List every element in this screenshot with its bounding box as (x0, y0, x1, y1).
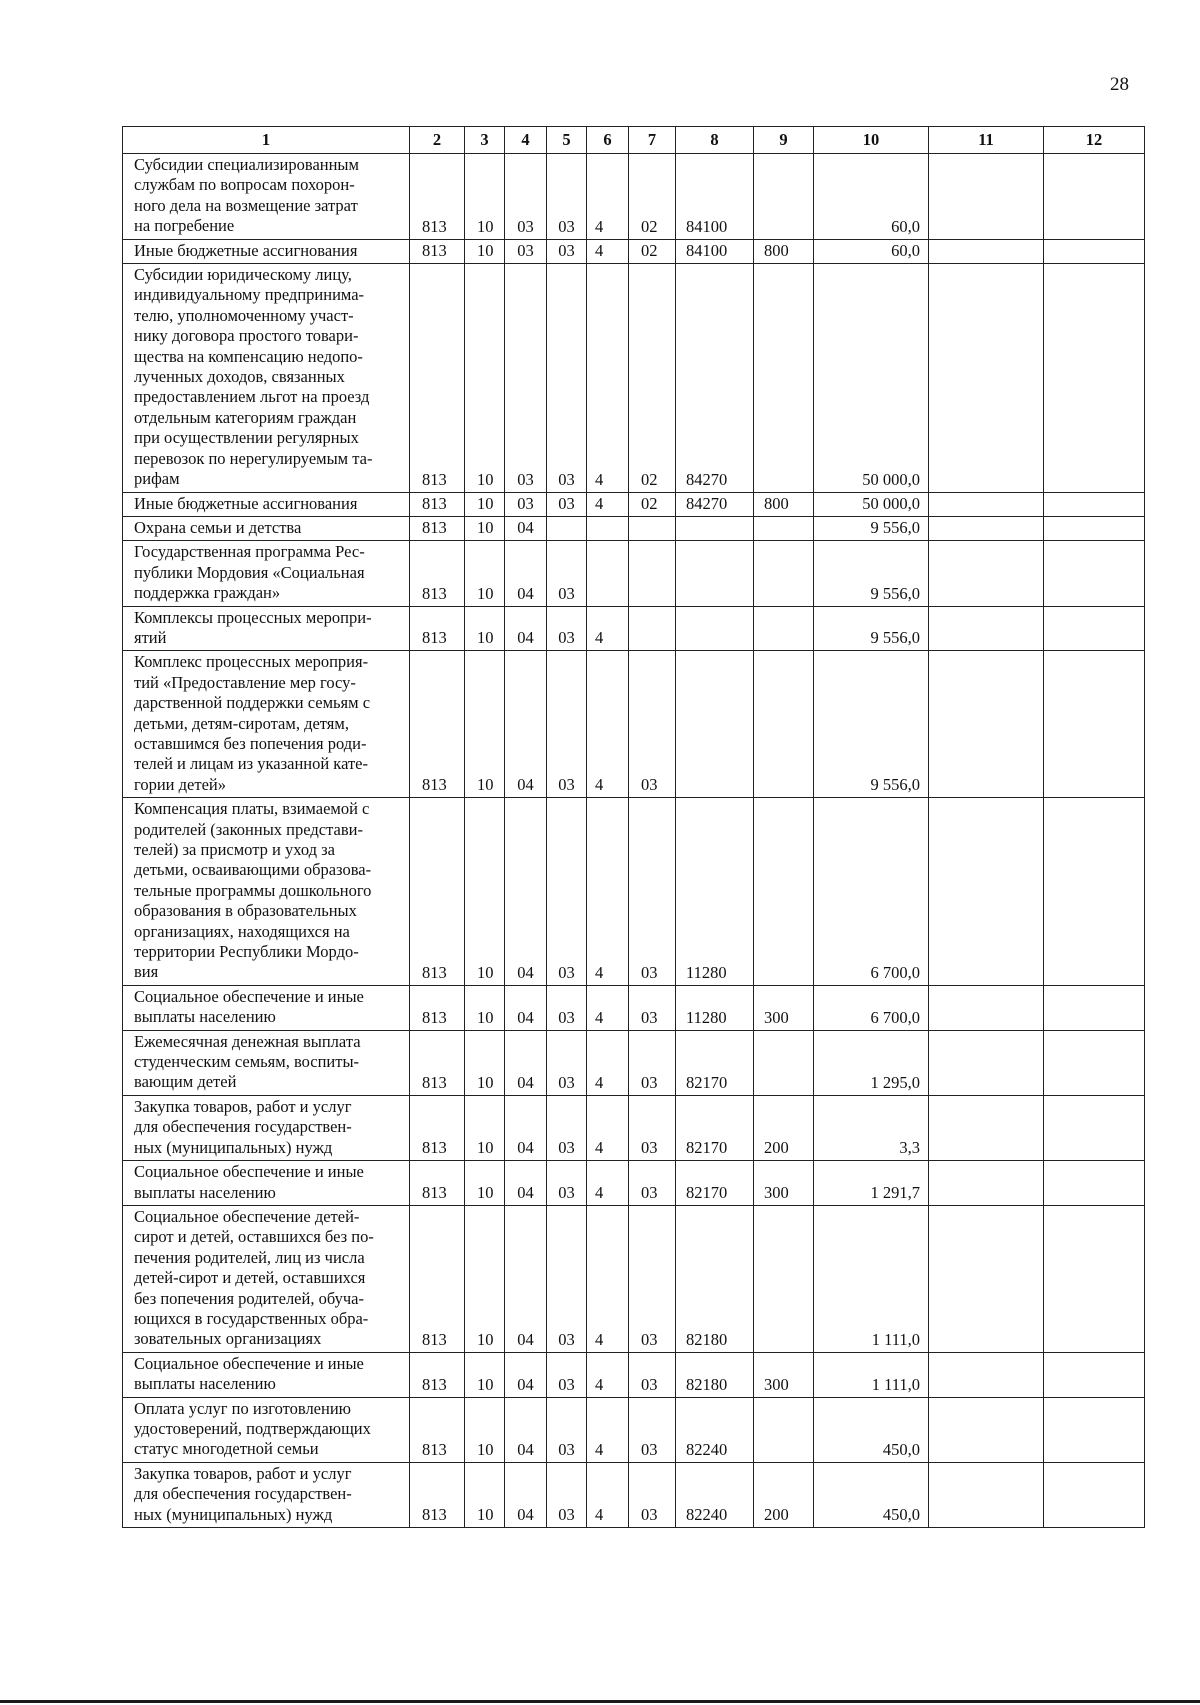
cell-ministry: 813 (410, 264, 465, 492)
cell-ministry: 813 (410, 492, 465, 516)
cell-complex: 03 (629, 1095, 676, 1160)
cell-ministry: 813 (410, 516, 465, 540)
row-name: Комплекс процессных мероприя- тий «Предоставление мер госу- дарственной поддержки семьям с детьми, детям-сиротам, детям, оставшимся без попечения роди- телей и лицам из указанной кате- гории детей» (123, 651, 410, 798)
cell-expense-type: 300 (754, 1161, 814, 1206)
cell-complex: 03 (629, 1205, 676, 1352)
cell-amount: 60,0 (814, 239, 929, 263)
cell-section: 10 (465, 985, 505, 1030)
cell-section: 10 (465, 1030, 505, 1095)
column-header: 4 (505, 127, 547, 154)
table-row (123, 1205, 1145, 1352)
cell-program: 03 (547, 264, 587, 492)
cell-direction: 11280 (676, 985, 754, 1030)
cell-subsection: 03 (505, 264, 547, 492)
cell-expense-type (754, 541, 814, 606)
row-name: Закупка товаров, работ и услуг для обеспечения государствен- ных (муниципальных) нужд (123, 1462, 410, 1527)
cell-complex: 03 (629, 1161, 676, 1206)
cell-amount: 450,0 (814, 1462, 929, 1527)
cell-col-12 (1044, 798, 1145, 986)
cell-subsection: 04 (505, 516, 547, 540)
cell-section: 10 (465, 1352, 505, 1397)
table-body (123, 154, 1145, 1528)
cell-col-11 (929, 492, 1044, 516)
table-row (123, 264, 1145, 492)
cell-col-11 (929, 154, 1044, 240)
cell-section: 10 (465, 1397, 505, 1462)
column-header: 1 (123, 127, 410, 154)
cell-col-11 (929, 1030, 1044, 1095)
cell-complex (629, 606, 676, 651)
row-name: Ежемесячная денежная выплата студенческим семьям, воспиты- вающим детей (123, 1030, 410, 1095)
cell-direction: 82170 (676, 1030, 754, 1095)
cell-complex: 03 (629, 1352, 676, 1397)
cell-amount: 450,0 (814, 1397, 929, 1462)
cell-program: 03 (547, 1352, 587, 1397)
cell-program: 03 (547, 798, 587, 986)
cell-program: 03 (547, 1462, 587, 1527)
cell-subprogram: 4 (587, 1352, 629, 1397)
row-name: Социальное обеспечение детей- сирот и детей, оставшихся без по- печения родителей, лиц из числа детей-сирот и детей, оставшихся без попечения родителей, обуча- ющихся в государственных обра- зовательных организациях (123, 1205, 410, 1352)
cell-subsection: 04 (505, 1352, 547, 1397)
cell-direction (676, 651, 754, 798)
column-header: 8 (676, 127, 754, 154)
table-row (123, 606, 1145, 651)
cell-amount: 50 000,0 (814, 264, 929, 492)
cell-col-11 (929, 606, 1044, 651)
cell-subprogram: 4 (587, 1095, 629, 1160)
cell-subprogram: 4 (587, 1161, 629, 1206)
cell-col-12 (1044, 985, 1145, 1030)
column-header: 9 (754, 127, 814, 154)
cell-amount: 60,0 (814, 154, 929, 240)
cell-direction: 84270 (676, 264, 754, 492)
cell-col-11 (929, 985, 1044, 1030)
cell-amount: 6 700,0 (814, 985, 929, 1030)
column-header: 10 (814, 127, 929, 154)
cell-amount: 50 000,0 (814, 492, 929, 516)
cell-program: 03 (547, 492, 587, 516)
cell-subsection: 04 (505, 1095, 547, 1160)
cell-section: 10 (465, 1095, 505, 1160)
cell-ministry: 813 (410, 651, 465, 798)
cell-expense-type (754, 516, 814, 540)
cell-col-12 (1044, 1030, 1145, 1095)
cell-direction: 82180 (676, 1352, 754, 1397)
cell-col-12 (1044, 1462, 1145, 1527)
cell-subprogram: 4 (587, 798, 629, 986)
column-header: 6 (587, 127, 629, 154)
cell-subsection: 03 (505, 239, 547, 263)
row-name: Социальное обеспечение и иные выплаты населению (123, 1352, 410, 1397)
column-header: 2 (410, 127, 465, 154)
table-row (123, 798, 1145, 986)
row-name: Социальное обеспечение и иные выплаты населению (123, 985, 410, 1030)
cell-ministry: 813 (410, 1161, 465, 1206)
cell-program: 03 (547, 1397, 587, 1462)
cell-col-12 (1044, 1161, 1145, 1206)
cell-direction: 84270 (676, 492, 754, 516)
cell-section: 10 (465, 1161, 505, 1206)
cell-col-12 (1044, 1095, 1145, 1160)
cell-program: 03 (547, 1205, 587, 1352)
cell-amount: 9 556,0 (814, 541, 929, 606)
row-name: Охрана семьи и детства (123, 516, 410, 540)
cell-complex: 03 (629, 1397, 676, 1462)
cell-program: 03 (547, 1161, 587, 1206)
cell-col-12 (1044, 1352, 1145, 1397)
cell-expense-type: 200 (754, 1462, 814, 1527)
cell-section: 10 (465, 798, 505, 986)
cell-subprogram: 4 (587, 1462, 629, 1527)
cell-direction: 82170 (676, 1095, 754, 1160)
cell-subsection: 04 (505, 651, 547, 798)
cell-amount: 1 295,0 (814, 1030, 929, 1095)
cell-complex: 02 (629, 264, 676, 492)
cell-program: 03 (547, 1030, 587, 1095)
cell-expense-type (754, 651, 814, 798)
cell-ministry: 813 (410, 541, 465, 606)
cell-amount: 1 111,0 (814, 1352, 929, 1397)
cell-complex (629, 541, 676, 606)
cell-subprogram (587, 516, 629, 540)
cell-col-11 (929, 1462, 1044, 1527)
cell-section: 10 (465, 1462, 505, 1527)
cell-complex: 03 (629, 798, 676, 986)
cell-direction: 82170 (676, 1161, 754, 1206)
cell-col-12 (1044, 264, 1145, 492)
cell-expense-type (754, 1030, 814, 1095)
table-row (123, 1095, 1145, 1160)
cell-section: 10 (465, 606, 505, 651)
cell-ministry: 813 (410, 985, 465, 1030)
cell-section: 10 (465, 1205, 505, 1352)
cell-col-11 (929, 239, 1044, 263)
cell-subsection: 04 (505, 606, 547, 651)
cell-expense-type: 300 (754, 985, 814, 1030)
cell-amount: 3,3 (814, 1095, 929, 1160)
cell-ministry: 813 (410, 1030, 465, 1095)
cell-direction: 82240 (676, 1397, 754, 1462)
cell-direction (676, 606, 754, 651)
cell-expense-type (754, 1397, 814, 1462)
cell-subsection: 04 (505, 541, 547, 606)
cell-col-12 (1044, 492, 1145, 516)
cell-amount: 1 291,7 (814, 1161, 929, 1206)
cell-complex: 03 (629, 651, 676, 798)
cell-direction: 82180 (676, 1205, 754, 1352)
table-row (123, 1462, 1145, 1527)
cell-subprogram: 4 (587, 154, 629, 240)
cell-ministry: 813 (410, 1462, 465, 1527)
cell-col-11 (929, 1161, 1044, 1206)
row-name: Субсидии специализированным службам по вопросам похорон- ного дела на возмещение затрат на погребение (123, 154, 410, 240)
cell-complex (629, 516, 676, 540)
cell-amount: 9 556,0 (814, 651, 929, 798)
table-row (123, 1161, 1145, 1206)
header-row (123, 127, 1145, 154)
cell-subprogram: 4 (587, 985, 629, 1030)
cell-col-11 (929, 516, 1044, 540)
cell-subsection: 04 (505, 1205, 547, 1352)
cell-expense-type (754, 798, 814, 986)
cell-program: 03 (547, 239, 587, 263)
table-row (123, 985, 1145, 1030)
cell-section: 10 (465, 264, 505, 492)
cell-direction: 84100 (676, 239, 754, 263)
cell-direction (676, 516, 754, 540)
cell-expense-type: 300 (754, 1352, 814, 1397)
cell-amount: 6 700,0 (814, 798, 929, 986)
cell-amount: 1 111,0 (814, 1205, 929, 1352)
cell-ministry: 813 (410, 154, 465, 240)
row-name: Государственная программа Рес- публики Мордовия «Социальная поддержка граждан» (123, 541, 410, 606)
cell-col-12 (1044, 239, 1145, 263)
cell-col-12 (1044, 541, 1145, 606)
cell-subsection: 04 (505, 985, 547, 1030)
cell-col-12 (1044, 1397, 1145, 1462)
cell-col-11 (929, 651, 1044, 798)
cell-col-11 (929, 1352, 1044, 1397)
cell-col-11 (929, 1095, 1044, 1160)
cell-col-12 (1044, 154, 1145, 240)
cell-complex: 02 (629, 239, 676, 263)
cell-program: 03 (547, 154, 587, 240)
cell-subsection: 04 (505, 1462, 547, 1527)
table-row (123, 239, 1145, 263)
scan-edge-line (0, 1700, 1200, 1703)
cell-section: 10 (465, 516, 505, 540)
cell-complex: 03 (629, 1462, 676, 1527)
cell-section: 10 (465, 541, 505, 606)
table-row (123, 154, 1145, 240)
cell-section: 10 (465, 239, 505, 263)
cell-program: 03 (547, 541, 587, 606)
cell-subprogram: 4 (587, 264, 629, 492)
table-row (123, 516, 1145, 540)
cell-program (547, 516, 587, 540)
cell-subsection: 03 (505, 492, 547, 516)
cell-complex: 03 (629, 1030, 676, 1095)
cell-col-11 (929, 798, 1044, 986)
table-row (123, 541, 1145, 606)
cell-col-12 (1044, 516, 1145, 540)
cell-ministry: 813 (410, 1205, 465, 1352)
cell-expense-type: 800 (754, 492, 814, 516)
cell-expense-type: 800 (754, 239, 814, 263)
cell-col-12 (1044, 1205, 1145, 1352)
cell-direction (676, 541, 754, 606)
cell-subprogram: 4 (587, 1397, 629, 1462)
table-row (123, 1030, 1145, 1095)
cell-section: 10 (465, 492, 505, 516)
cell-expense-type (754, 1205, 814, 1352)
row-name: Иные бюджетные ассигнования (123, 492, 410, 516)
cell-expense-type: 200 (754, 1095, 814, 1160)
cell-subsection: 04 (505, 1397, 547, 1462)
cell-subprogram: 4 (587, 239, 629, 263)
table-row (123, 492, 1145, 516)
row-name: Субсидии юридическому лицу, индивидуальному предпринима- телю, уполномоченному участ- нику договора простого товари- щества на компенсацию недопо- лученных доходов, связанных предоставлением льгот на проезд отдельным категориям граждан при осуществлении регулярных перевозок по нерегулируемым та- рифам (123, 264, 410, 492)
cell-col-11 (929, 1205, 1044, 1352)
cell-section: 10 (465, 154, 505, 240)
column-header: 3 (465, 127, 505, 154)
cell-direction: 11280 (676, 798, 754, 986)
cell-expense-type (754, 606, 814, 651)
cell-program: 03 (547, 1095, 587, 1160)
row-name: Комплексы процессных меропри- ятий (123, 606, 410, 651)
cell-subprogram: 4 (587, 1030, 629, 1095)
cell-program: 03 (547, 606, 587, 651)
cell-amount: 9 556,0 (814, 606, 929, 651)
budget-table (122, 126, 1145, 1528)
table-row (123, 651, 1145, 798)
cell-ministry: 813 (410, 239, 465, 263)
row-name: Закупка товаров, работ и услуг для обеспечения государствен- ных (муниципальных) нужд (123, 1095, 410, 1160)
row-name: Оплата услуг по изготовлению удостоверений, подтверждающих статус многодетной семьи (123, 1397, 410, 1462)
cell-complex: 02 (629, 492, 676, 516)
column-header: 12 (1044, 127, 1145, 154)
cell-subprogram: 4 (587, 1205, 629, 1352)
table-row (123, 1352, 1145, 1397)
column-header: 7 (629, 127, 676, 154)
cell-subprogram: 4 (587, 492, 629, 516)
cell-subsection: 04 (505, 1030, 547, 1095)
cell-ministry: 813 (410, 1095, 465, 1160)
cell-direction: 84100 (676, 154, 754, 240)
cell-col-11 (929, 541, 1044, 606)
cell-col-11 (929, 264, 1044, 492)
column-header: 11 (929, 127, 1044, 154)
cell-col-12 (1044, 606, 1145, 651)
cell-ministry: 813 (410, 606, 465, 651)
row-name: Компенсация платы, взимаемой с родителей (законных представи- телей) за присмотр и уход за детьми, осваивающими образова- тельные программы дошкольного образования в образовательных организациях, находящихся на территории Республики Мордо- вия (123, 798, 410, 986)
cell-subsection: 04 (505, 1161, 547, 1206)
cell-ministry: 813 (410, 1397, 465, 1462)
cell-expense-type (754, 154, 814, 240)
cell-section: 10 (465, 651, 505, 798)
cell-amount: 9 556,0 (814, 516, 929, 540)
cell-col-11 (929, 1397, 1044, 1462)
cell-col-12 (1044, 651, 1145, 798)
cell-subprogram: 4 (587, 606, 629, 651)
cell-complex: 02 (629, 154, 676, 240)
row-name: Иные бюджетные ассигнования (123, 239, 410, 263)
cell-program: 03 (547, 985, 587, 1030)
cell-subsection: 04 (505, 798, 547, 986)
cell-subsection: 03 (505, 154, 547, 240)
row-name: Социальное обеспечение и иные выплаты населению (123, 1161, 410, 1206)
cell-subprogram (587, 541, 629, 606)
cell-subprogram: 4 (587, 651, 629, 798)
cell-ministry: 813 (410, 1352, 465, 1397)
cell-expense-type (754, 264, 814, 492)
cell-ministry: 813 (410, 798, 465, 986)
cell-direction: 82240 (676, 1462, 754, 1527)
page-number: 28 (1110, 74, 1129, 95)
table-row (123, 1397, 1145, 1462)
cell-complex: 03 (629, 985, 676, 1030)
cell-program: 03 (547, 651, 587, 798)
column-header: 5 (547, 127, 587, 154)
